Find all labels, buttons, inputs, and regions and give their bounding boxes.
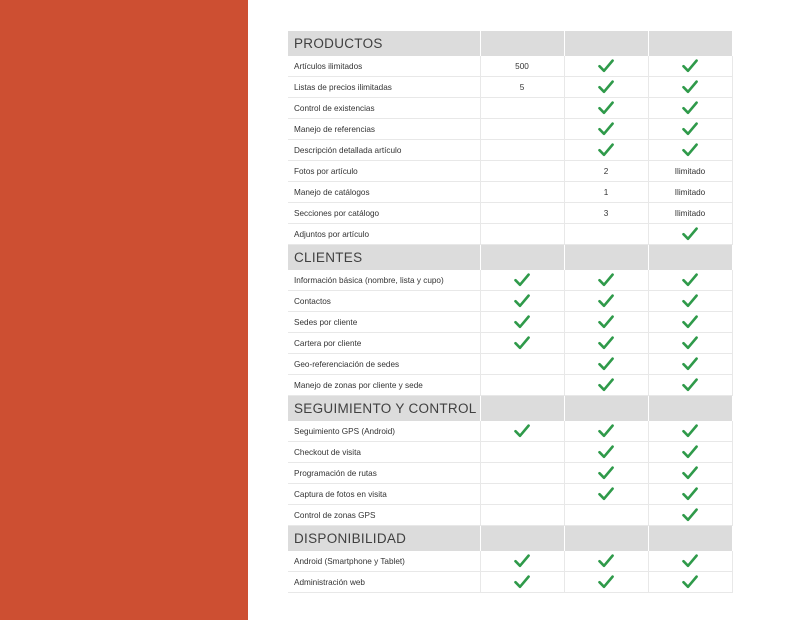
table-row xyxy=(288,291,732,312)
feature-label: Checkout de visita xyxy=(288,442,480,463)
table-row xyxy=(288,484,732,505)
table-row xyxy=(288,140,732,161)
checkmark-icon xyxy=(682,486,698,502)
checkmark-icon xyxy=(682,377,698,393)
checkmark-icon xyxy=(598,100,614,116)
table-row xyxy=(288,203,732,224)
feature-label: Secciones por catálogo xyxy=(288,203,480,224)
feature-label: Contactos xyxy=(288,291,480,312)
feature-label: Programación de rutas xyxy=(288,463,480,484)
feature-cell xyxy=(480,572,564,593)
table-row xyxy=(288,354,732,375)
feature-cell xyxy=(648,119,732,140)
checkmark-icon xyxy=(598,356,614,372)
table-row xyxy=(288,224,732,245)
feature-cell xyxy=(648,77,732,98)
feature-value: 1 xyxy=(564,182,648,203)
checkmark-icon xyxy=(598,553,614,569)
feature-value xyxy=(480,119,564,140)
section-header-cell xyxy=(480,396,564,422)
checkmark-icon xyxy=(598,272,614,288)
section-header-cell xyxy=(648,396,732,422)
feature-cell xyxy=(564,140,648,161)
feature-value: 3 xyxy=(564,203,648,224)
feature-cell xyxy=(564,98,648,119)
table-row xyxy=(288,333,732,354)
checkmark-icon xyxy=(514,293,530,309)
feature-cell xyxy=(564,312,648,333)
feature-label: Cartera por cliente xyxy=(288,333,480,354)
feature-cell xyxy=(480,421,564,442)
checkmark-icon xyxy=(682,272,698,288)
feature-value xyxy=(480,203,564,224)
feature-cell xyxy=(648,140,732,161)
section-header xyxy=(288,31,732,56)
table-row xyxy=(288,463,732,484)
feature-cell xyxy=(564,270,648,291)
checkmark-icon xyxy=(514,314,530,330)
checkmark-icon xyxy=(682,121,698,137)
checkmark-icon xyxy=(514,553,530,569)
feature-cell xyxy=(648,463,732,484)
feature-value xyxy=(480,98,564,119)
feature-label: Captura de fotos en visita xyxy=(288,484,480,505)
table-row xyxy=(288,421,732,442)
feature-cell xyxy=(564,333,648,354)
feature-cell xyxy=(648,354,732,375)
feature-label: Listas de precios ilimitadas xyxy=(288,77,480,98)
checkmark-icon xyxy=(682,79,698,95)
feature-label: Manejo de referencias xyxy=(288,119,480,140)
feature-cell xyxy=(564,421,648,442)
checkmark-icon xyxy=(598,377,614,393)
table-row xyxy=(288,161,732,182)
feature-cell xyxy=(648,56,732,77)
feature-value: Ilimitado xyxy=(648,161,732,182)
section-title: CLIENTES xyxy=(288,245,480,271)
table-row xyxy=(288,551,732,572)
checkmark-icon xyxy=(514,423,530,439)
feature-cell xyxy=(564,442,648,463)
feature-value xyxy=(480,161,564,182)
feature-cell xyxy=(480,270,564,291)
section-title: DISPONIBILIDAD xyxy=(288,526,480,552)
feature-value xyxy=(480,182,564,203)
checkmark-icon xyxy=(514,335,530,351)
checkmark-icon xyxy=(598,314,614,330)
table-row xyxy=(288,312,732,333)
feature-label: Fotos por artículo xyxy=(288,161,480,182)
checkmark-icon xyxy=(598,58,614,74)
checkmark-icon xyxy=(682,423,698,439)
feature-label: Información básica (nombre, lista y cupo) xyxy=(288,270,480,291)
feature-cell xyxy=(564,463,648,484)
feature-cell xyxy=(480,312,564,333)
feature-value xyxy=(564,224,648,245)
feature-label: Manejo de catálogos xyxy=(288,182,480,203)
feature-value: 5 xyxy=(480,77,564,98)
checkmark-icon xyxy=(682,444,698,460)
checkmark-icon xyxy=(682,335,698,351)
feature-label: Adjuntos por artículo xyxy=(288,224,480,245)
feature-cell xyxy=(564,375,648,396)
feature-value xyxy=(480,375,564,396)
feature-cell xyxy=(480,333,564,354)
feature-value xyxy=(480,442,564,463)
checkmark-icon xyxy=(598,79,614,95)
feature-cell xyxy=(648,312,732,333)
feature-value: Ilimitado xyxy=(648,182,732,203)
section-header xyxy=(288,396,732,422)
feature-value: 2 xyxy=(564,161,648,182)
feature-cell xyxy=(564,572,648,593)
checkmark-icon xyxy=(682,142,698,158)
feature-value xyxy=(480,484,564,505)
section-header-cell xyxy=(648,526,732,552)
feature-label: Control de zonas GPS xyxy=(288,505,480,526)
feature-label: Geo-referenciación de sedes xyxy=(288,354,480,375)
accent-side-panel xyxy=(0,0,248,620)
checkmark-icon xyxy=(514,272,530,288)
feature-cell xyxy=(648,442,732,463)
checkmark-icon xyxy=(598,423,614,439)
feature-cell xyxy=(480,551,564,572)
section-header-cell xyxy=(480,526,564,552)
section-title: PRODUCTOS xyxy=(288,31,480,56)
checkmark-icon xyxy=(682,465,698,481)
feature-cell xyxy=(648,505,732,526)
feature-cell xyxy=(648,484,732,505)
feature-value xyxy=(480,140,564,161)
feature-cell xyxy=(648,375,732,396)
feature-label: Sedes por cliente xyxy=(288,312,480,333)
feature-value xyxy=(564,505,648,526)
feature-value xyxy=(480,505,564,526)
table-row xyxy=(288,98,732,119)
checkmark-icon xyxy=(598,293,614,309)
section-header xyxy=(288,526,732,552)
section-header-cell xyxy=(648,245,732,271)
feature-comparison xyxy=(288,31,732,593)
checkmark-icon xyxy=(598,121,614,137)
section-header-cell xyxy=(564,396,648,422)
table-row xyxy=(288,56,732,77)
feature-cell xyxy=(648,333,732,354)
feature-cell xyxy=(648,270,732,291)
feature-value xyxy=(480,463,564,484)
section-header-cell xyxy=(564,526,648,552)
feature-cell xyxy=(564,291,648,312)
table-row xyxy=(288,270,732,291)
feature-label: Seguimiento GPS (Android) xyxy=(288,421,480,442)
table-row xyxy=(288,182,732,203)
feature-cell xyxy=(564,77,648,98)
table-row xyxy=(288,505,732,526)
checkmark-icon xyxy=(598,335,614,351)
feature-cell xyxy=(648,291,732,312)
section-title: SEGUIMIENTO Y CONTROL xyxy=(288,396,480,422)
checkmark-icon xyxy=(682,100,698,116)
feature-cell xyxy=(648,98,732,119)
feature-label: Descripción detallada artículo xyxy=(288,140,480,161)
checkmark-icon xyxy=(682,507,698,523)
checkmark-icon xyxy=(682,293,698,309)
feature-label: Control de existencias xyxy=(288,98,480,119)
feature-cell xyxy=(564,119,648,140)
table-row xyxy=(288,442,732,463)
feature-cell xyxy=(564,551,648,572)
checkmark-icon xyxy=(598,444,614,460)
checkmark-icon xyxy=(598,486,614,502)
checkmark-icon xyxy=(682,314,698,330)
checkmark-icon xyxy=(682,226,698,242)
feature-cell xyxy=(564,484,648,505)
section-header-cell xyxy=(480,31,564,56)
checkmark-icon xyxy=(598,574,614,590)
checkmark-icon xyxy=(598,465,614,481)
checkmark-icon xyxy=(682,574,698,590)
table-row xyxy=(288,375,732,396)
feature-value: Ilimitado xyxy=(648,203,732,224)
feature-value: 500 xyxy=(480,56,564,77)
feature-cell xyxy=(648,224,732,245)
feature-label: Android (Smartphone y Tablet) xyxy=(288,551,480,572)
section-header-cell xyxy=(564,245,648,271)
checkmark-icon xyxy=(682,356,698,372)
section-header xyxy=(288,245,732,271)
checkmark-icon xyxy=(598,142,614,158)
table-row xyxy=(288,572,732,593)
feature-value xyxy=(480,354,564,375)
section-header-cell xyxy=(648,31,732,56)
section-header-cell xyxy=(564,31,648,56)
section-header-cell xyxy=(480,245,564,271)
feature-table xyxy=(288,31,733,593)
feature-cell xyxy=(480,291,564,312)
table-row xyxy=(288,119,732,140)
table-row xyxy=(288,77,732,98)
feature-cell xyxy=(648,551,732,572)
feature-label: Artículos ilimitados xyxy=(288,56,480,77)
checkmark-icon xyxy=(682,58,698,74)
feature-value xyxy=(480,224,564,245)
feature-cell xyxy=(564,354,648,375)
checkmark-icon xyxy=(682,553,698,569)
feature-cell xyxy=(648,421,732,442)
checkmark-icon xyxy=(514,574,530,590)
feature-label: Manejo de zonas por cliente y sede xyxy=(288,375,480,396)
feature-cell xyxy=(648,572,732,593)
feature-cell xyxy=(564,56,648,77)
feature-label: Administración web xyxy=(288,572,480,593)
